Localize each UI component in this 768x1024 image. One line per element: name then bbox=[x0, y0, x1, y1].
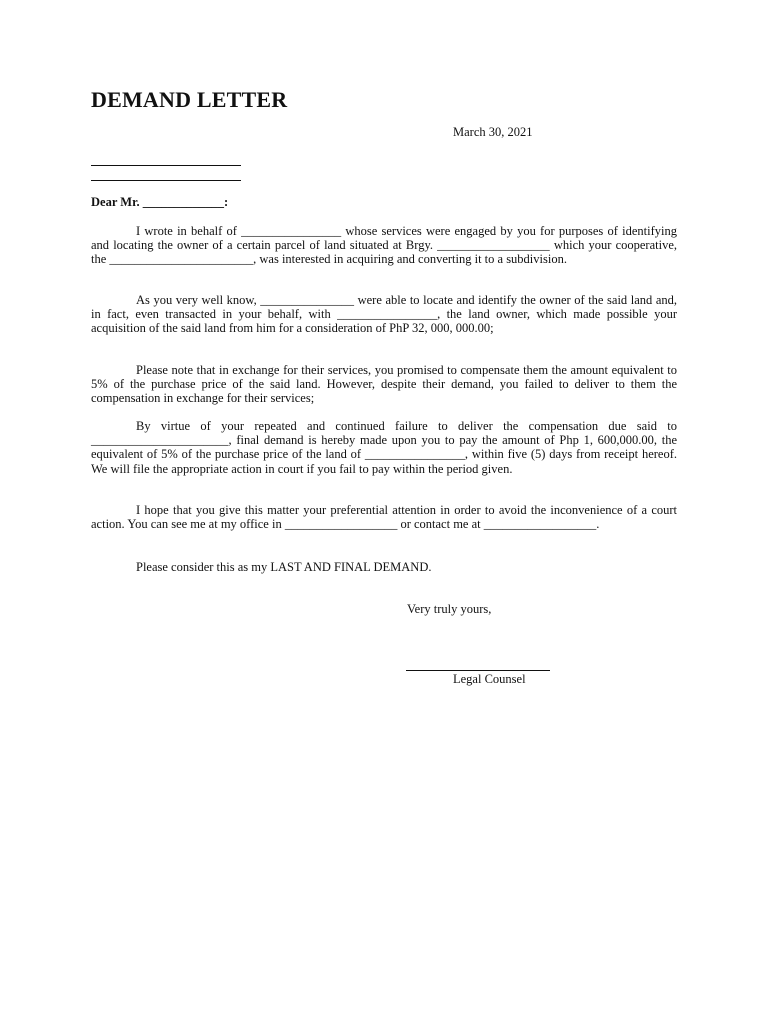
salutation: Dear Mr. _____________: bbox=[91, 195, 229, 209]
paragraph-3 bbox=[91, 363, 677, 406]
paragraph-2-text: As you very well know, _______________ were able to locate and identify the owner of the said land and, in fact, even transacted in your behalf, with ________________, the land owner, which made possible your acquisition of the said land from him for a consideration of PhP 32, 000, 000.00; bbox=[91, 293, 677, 336]
paragraph-4 bbox=[91, 419, 677, 476]
addressee-blank-line-2 bbox=[91, 180, 241, 181]
paragraph-5 bbox=[91, 503, 677, 531]
signature-label: Legal Counsel bbox=[453, 672, 526, 686]
letter-title: DEMAND LETTER bbox=[91, 87, 288, 112]
paragraph-1-text: I wrote in behalf of ________________ whose services were engaged by you for purposes of identifying and locating the owner of a certain parcel of land situated at Brgy. __________________ which your cooperative, the _______________________, was interested in acquiring and converting it to a subdivision. bbox=[91, 224, 677, 267]
paragraph-4-text: By virtue of your repeated and continued failure to deliver the compensation due said to ______________________, final demand is hereby made upon you to pay the amount of Php 1, 600,000.00, the equivalent of 5% of the purchase price of the land of ________________, within five (5) days from receipt hereof. We will file the appropriate action in court if you fail to pay within the period given. bbox=[91, 419, 677, 476]
letter-date: March 30, 2021 bbox=[453, 125, 533, 139]
paragraph-3-text: Please note that in exchange for their services, you promised to compensate them the amount equivalent to 5% of the purchase price of the said land. However, despite their demand, you failed to deliver to them the compensation in exchange for their services; bbox=[91, 363, 677, 406]
paragraph-6 bbox=[91, 560, 677, 574]
paragraph-5-text: I hope that you give this matter your preferential attention in order to avoid the inconvenience of a court action. You can see me at my office in __________________ or contact me at __________________. bbox=[91, 503, 677, 532]
addressee-blank-line-1 bbox=[91, 165, 241, 166]
paragraph-6-text: Please consider this as my LAST AND FINAL DEMAND. bbox=[136, 560, 432, 574]
paragraph-2 bbox=[91, 293, 677, 336]
closing: Very truly yours, bbox=[407, 602, 492, 616]
paragraph-1 bbox=[91, 224, 677, 267]
